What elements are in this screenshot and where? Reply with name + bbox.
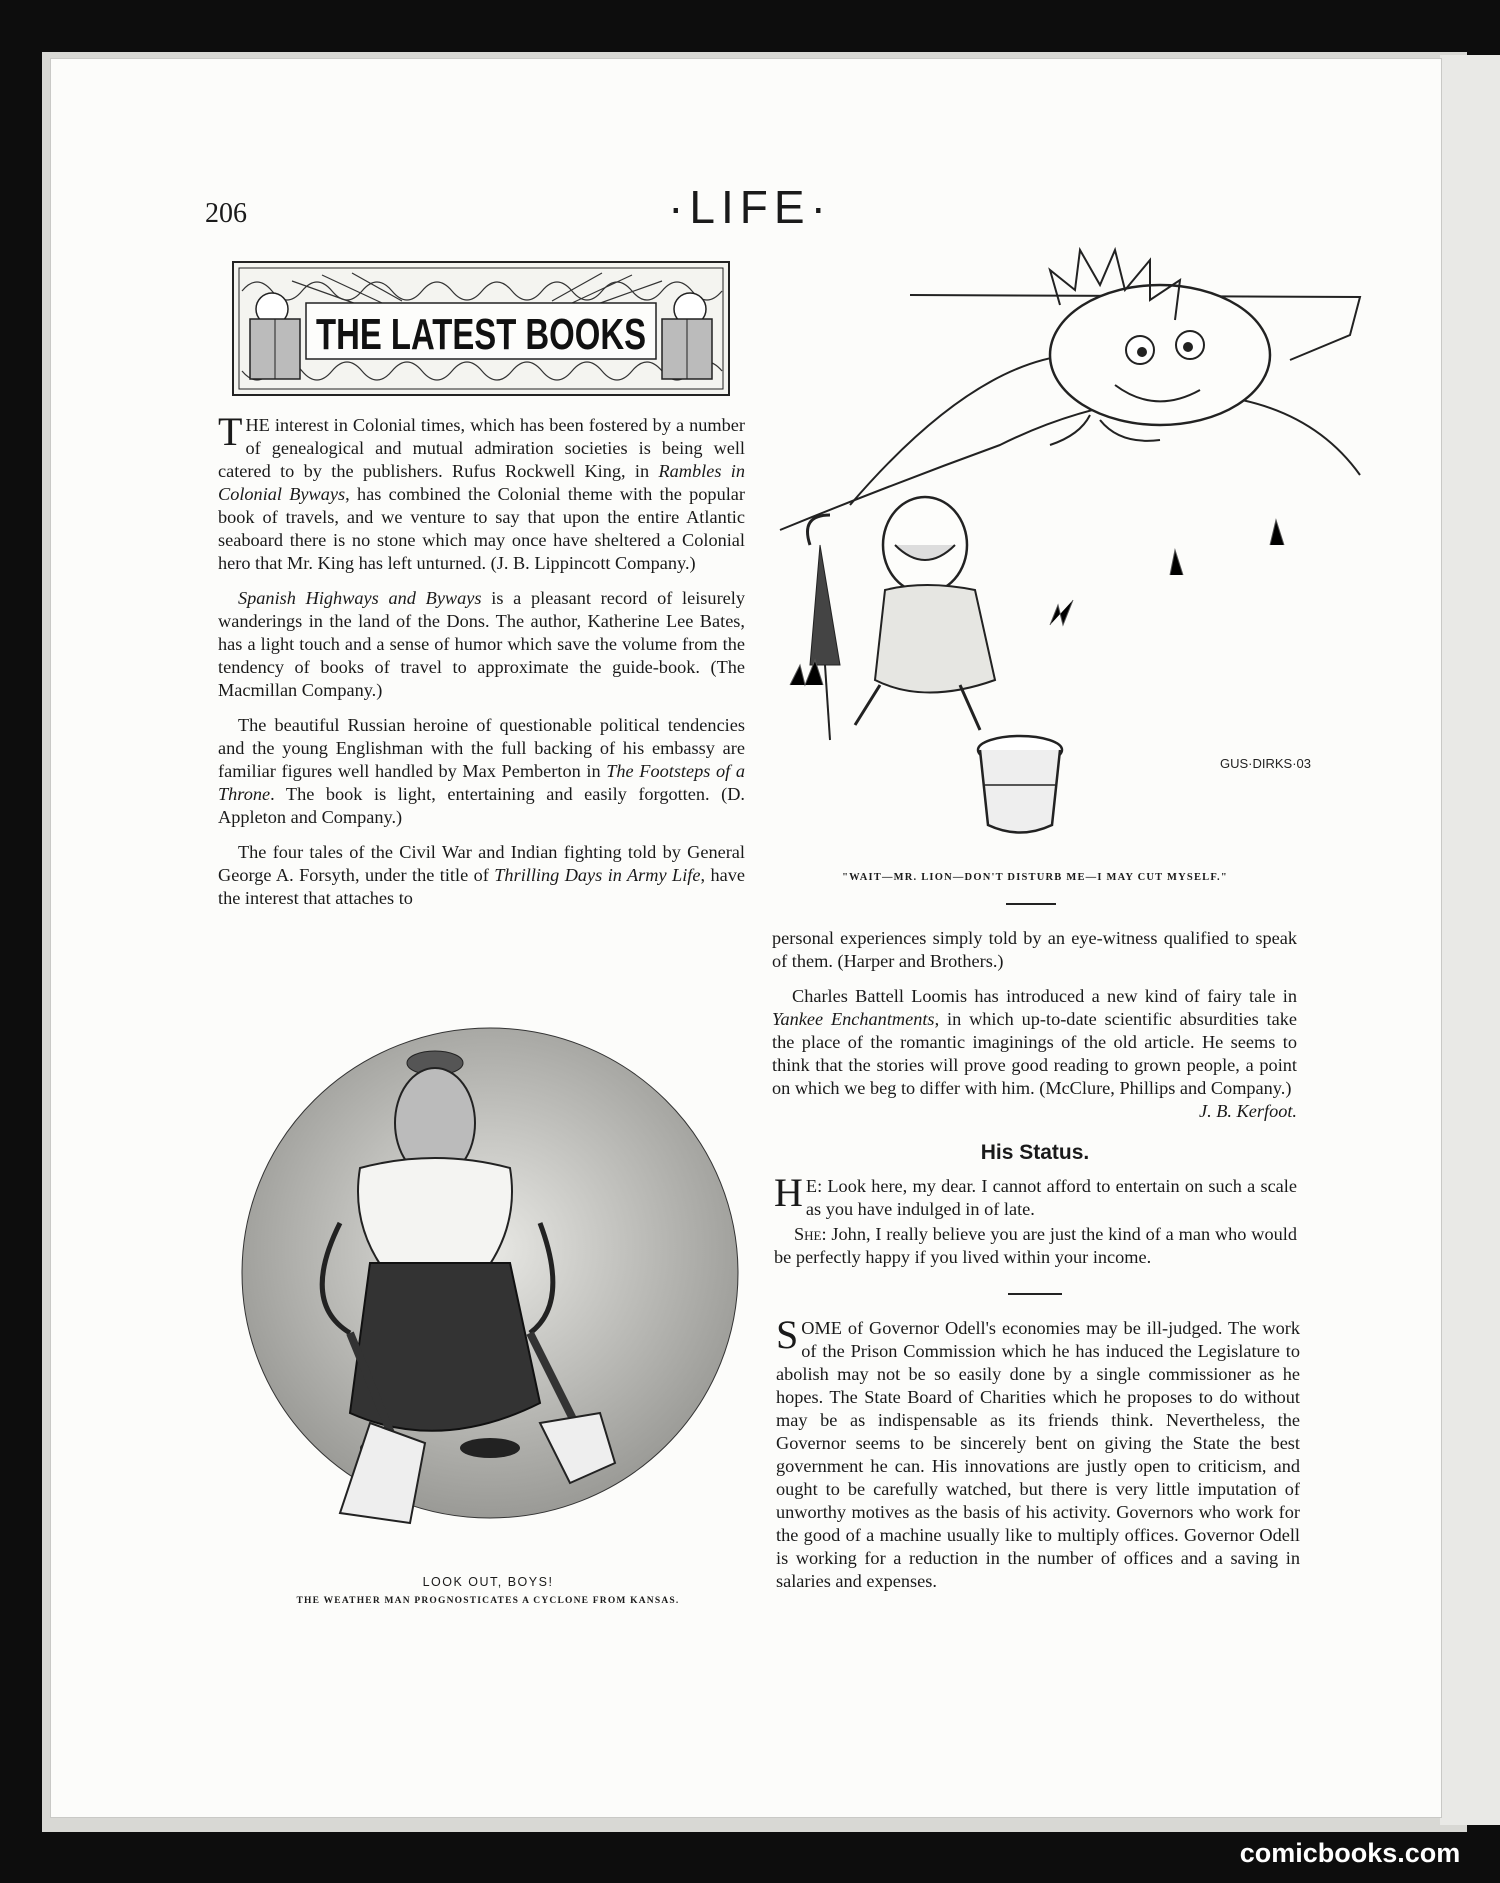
drop-cap: S xyxy=(776,1312,799,1357)
text-run: The four tales of the Civil War and Indian fighting told by General George A. Forsyth, under the title of xyxy=(218,842,745,885)
book-title: Thrilling Days in Army Life xyxy=(494,865,701,885)
latest-books-banner xyxy=(232,261,730,396)
text-run: OME of Governor Odell's economies may be ill-judged. The work of the Prison Commission which he has induced the Legislature to abolish may not be so easily done by a single commissioner as he hopes. The State Board of Charities which he proposes to do without may be as indispensable as its friends think. Nevertheless, the Governor seems to be sincerely bent on giving the State the best government he can. His innovations are justly open to criticism, and ought to be carefully watched, but there is very little imputation of unworthy motives as the basis of his activity. Governors who work for the good of a machine usually like to multiply offices. Governor Odell is working for a reduction in the number of offices and a saving in salaries and expenses. xyxy=(776,1318,1300,1591)
facing-page-edge xyxy=(1440,55,1500,1825)
umbrella-icon xyxy=(808,515,841,740)
speaker-label: E xyxy=(805,1176,818,1196)
weather-man-cartoon xyxy=(240,1023,740,1578)
odell-editorial xyxy=(776,1312,1300,1605)
text-run: . The book is light, entertaining and easily forgotten. (D. Appleton and Company.) xyxy=(218,784,745,827)
review-yankee-enchantments xyxy=(772,985,1297,1121)
text-run: is a pleasant record of leisurely wanderings in the land of the Dons. The author, Katherine Lee Bates, has a light touch and a sense of humor which save the volume from the tendency of books of travel to approximate the guide-book. (The Macmillan Company.) xyxy=(218,588,745,700)
he-line xyxy=(774,1170,1297,1221)
review-continuation: personal experiences simply told by an eye-witness qualified to speak of them. (Harper and Brothers.) xyxy=(772,928,1297,971)
text-run: : Look here, my dear. I cannot afford to entertain on such a scale as you have indulged in of late. xyxy=(805,1176,1297,1219)
right-column xyxy=(772,927,1297,1123)
old-man-figure xyxy=(855,497,995,730)
drop-cap: H xyxy=(774,1170,803,1215)
book-title: Yankee Enchantments xyxy=(772,1009,935,1029)
page-number: 206 xyxy=(205,198,247,229)
lion-figure xyxy=(1050,250,1270,445)
she-line xyxy=(774,1223,1297,1269)
caption-rule xyxy=(1006,903,1056,905)
section-rule xyxy=(1008,1293,1062,1295)
review-colonial-byways xyxy=(218,409,746,575)
lion-cartoon-caption: "WAIT—MR. LION—DON'T DISTURB ME—I MAY CUT MYSELF." xyxy=(842,872,1228,883)
text-run: HE interest in Colonial times, which has been fostered by a number of genealogical and mutual admiration societies is being well catered to by the publishers. Rufus Rockwell King, in xyxy=(218,415,745,481)
text-run: The beautiful Russian heroine of questionable political tendencies and the young Englishman with the full backing of his embassy are familiar figures well handled by Max Pemberton in xyxy=(218,715,745,781)
lion-cartoon xyxy=(770,245,1370,845)
odell-paragraph xyxy=(776,1312,1300,1593)
review-spanish-highways xyxy=(218,587,745,702)
banner-title: THE LATEST BOOKS xyxy=(316,310,646,359)
his-status-dialogue xyxy=(774,1170,1297,1281)
top-hat-icon xyxy=(978,736,1062,833)
text-run: : John, I really believe you are just the kind of a man who would be perfectly happy if you lived within your income. xyxy=(774,1224,1297,1267)
speaker-label: She xyxy=(794,1224,822,1244)
his-status-title: His Status. xyxy=(980,1141,1090,1164)
reviewer-signature: J. B. Kerfoot. xyxy=(1199,1101,1297,1121)
weather-caption-top: LOOK OUT, BOYS! xyxy=(422,1575,554,1589)
text-run: , have the interest that attaches to xyxy=(218,865,745,908)
cartoon-signature: GUS·DIRKS·03 xyxy=(1220,756,1312,771)
text-run: Charles Battell Loomis has introduced a new kind of fairy tale in xyxy=(792,986,1297,1006)
review-thrilling-days xyxy=(218,841,745,910)
drop-cap: T xyxy=(218,409,243,454)
book-title: Spanish Highways and Byways xyxy=(238,588,482,608)
watermark: comicbooks.com xyxy=(1239,1838,1461,1868)
review-footsteps-of-a-throne xyxy=(218,714,745,829)
book-title: Rambles in Colonial Byways xyxy=(218,461,746,504)
masthead: ·LIFE· xyxy=(668,181,832,233)
book-title: The Footsteps of a Throne xyxy=(218,761,745,804)
text-run: , in which up-to-date scientific absurdities take the place of the romantic imaginings of the old article. He seems to think that the stories will prove good reading to grown people, a point on which we beg to differ with him. (McClure, Phillips and Company.) xyxy=(772,1009,1297,1098)
left-column xyxy=(218,409,746,922)
weather-caption-bottom: THE WEATHER MAN PROGNOSTICATES A CYCLONE FROM KANSAS. xyxy=(296,1596,680,1606)
text-run: , has combined the Colonial theme with the popular book of travels, and we venture to say that upon the entire Atlantic seaboard there is no stone which may once have sheltered a Colonial hero that Mr. King has left unturned. (J. B. Lippincott Company.) xyxy=(218,484,745,573)
